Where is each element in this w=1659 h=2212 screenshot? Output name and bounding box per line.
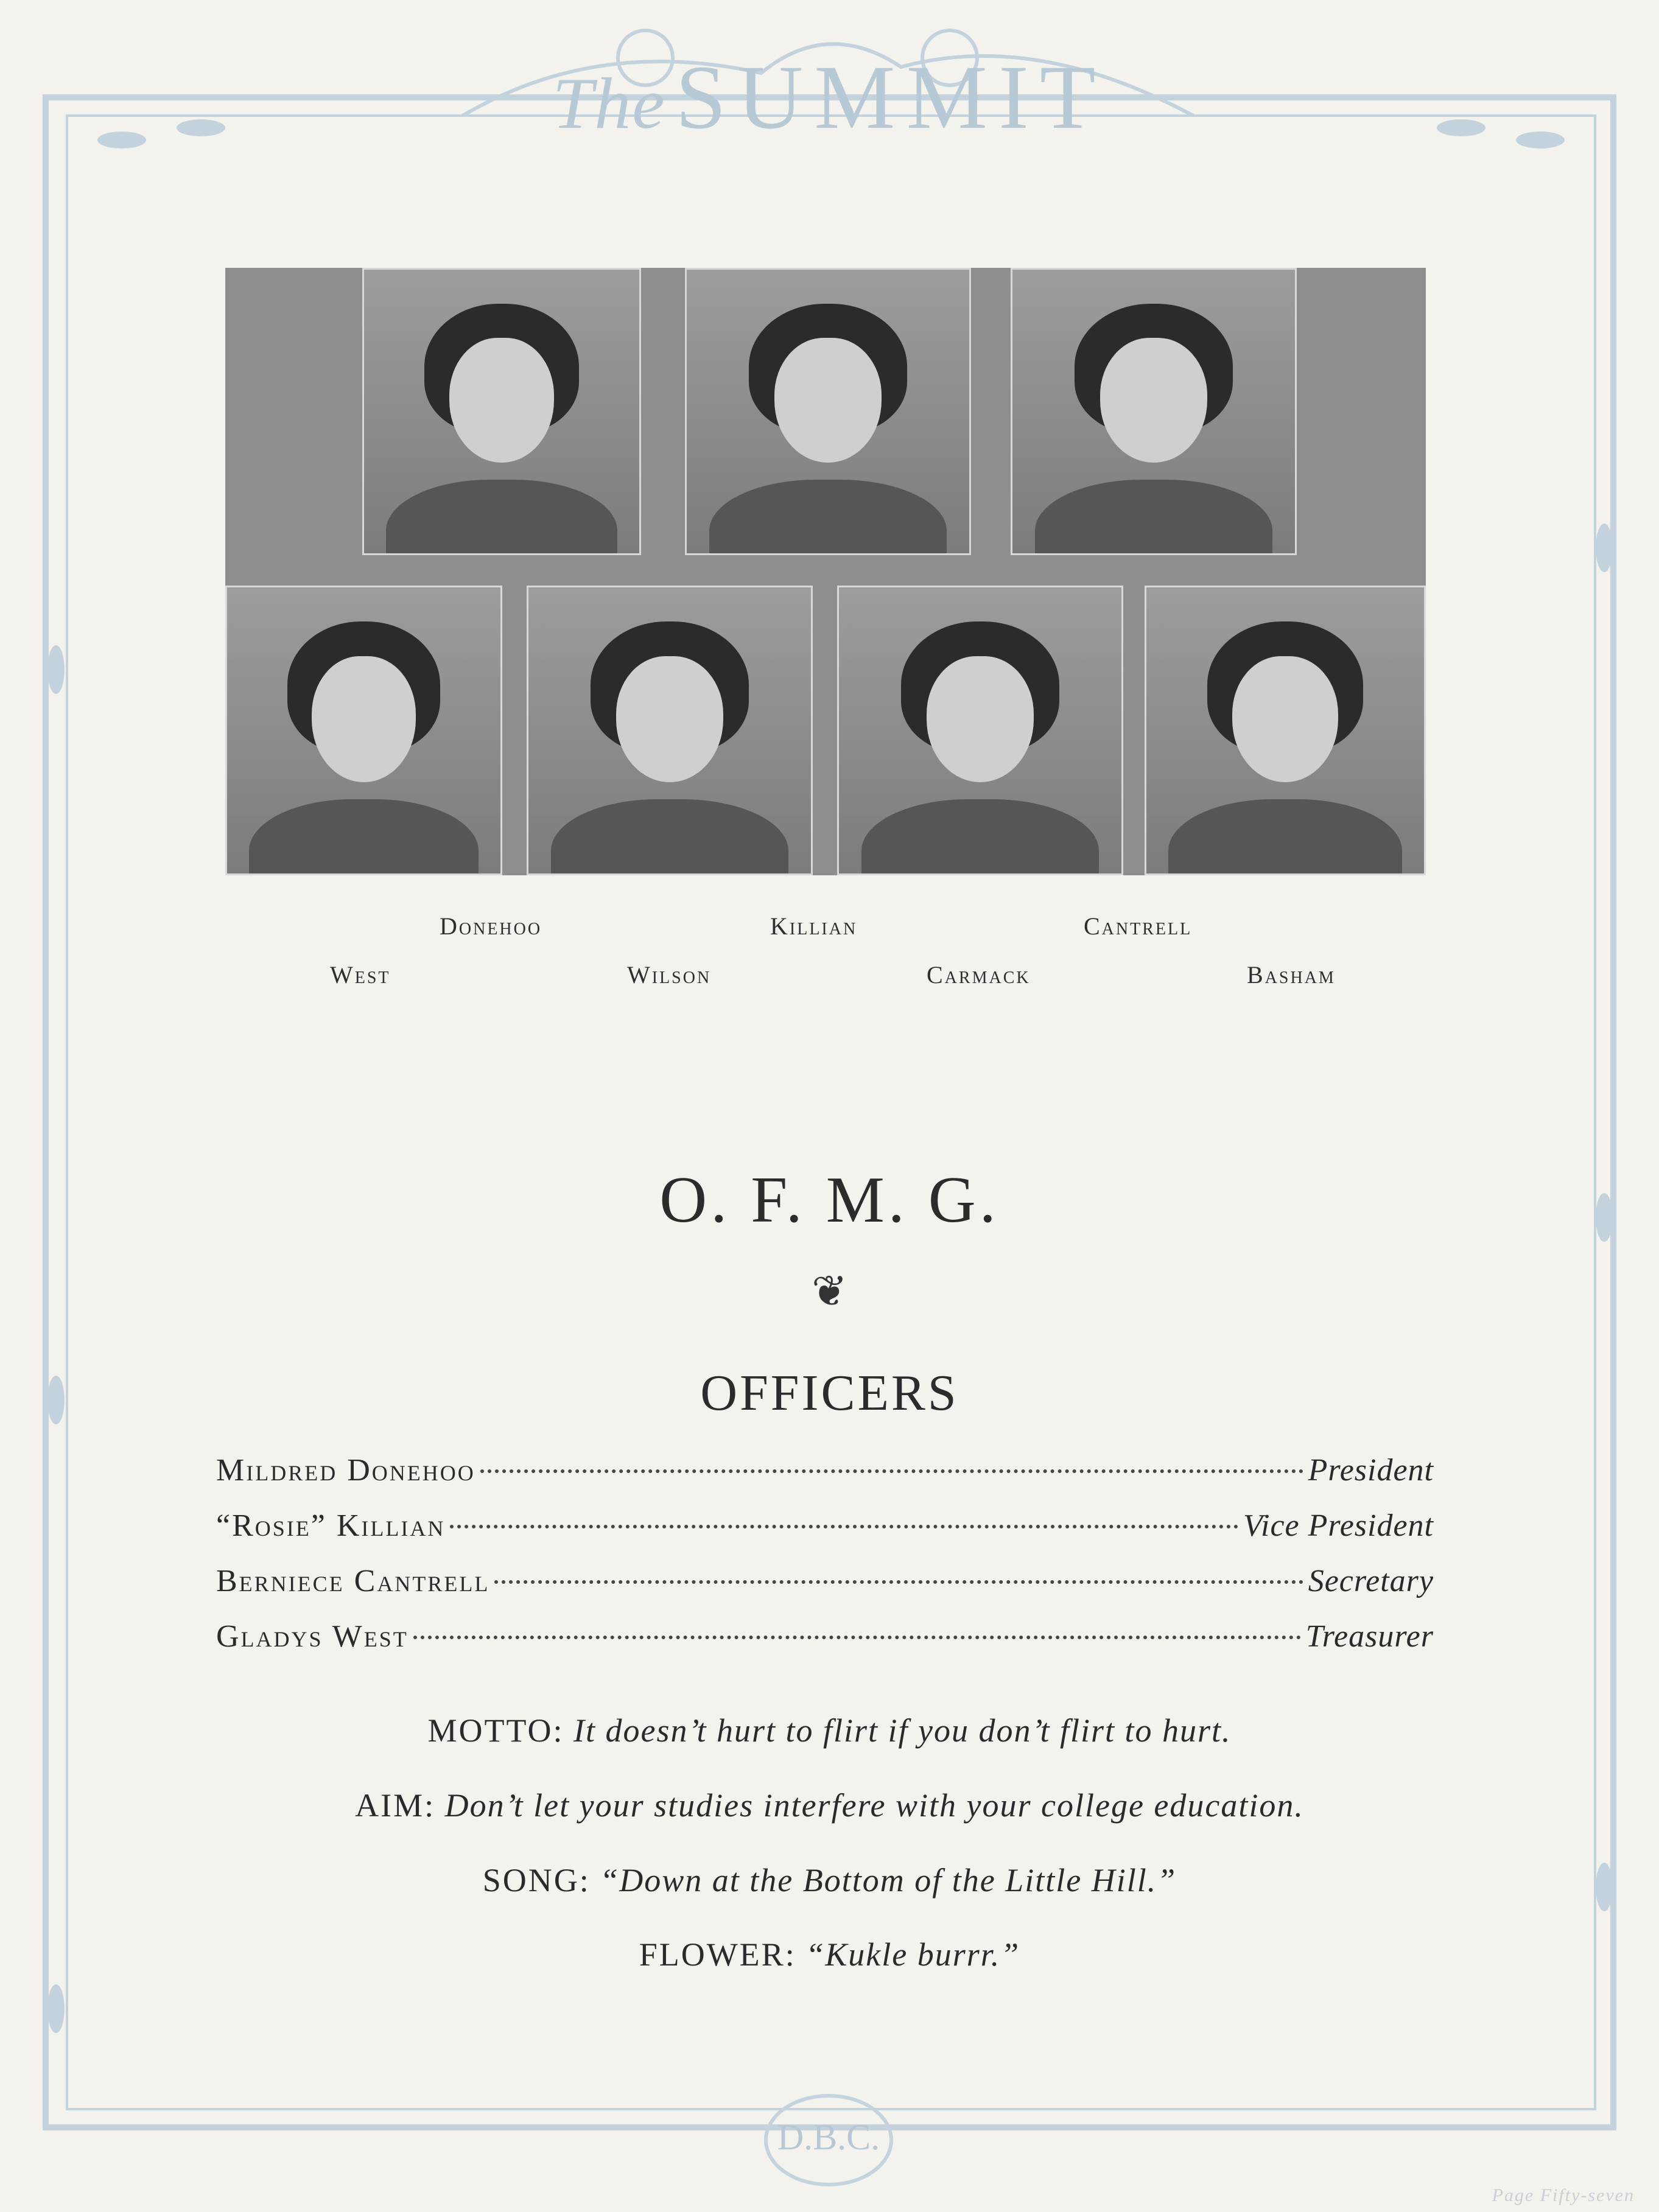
dot-leader [480, 1469, 1303, 1473]
portrait-carmack [837, 586, 1123, 875]
flower-label: FLOWER: [639, 1936, 796, 1973]
officer-office: Treasurer [1305, 1619, 1434, 1654]
song-value: “Down at the Bottom of the Little Hill.” [600, 1862, 1177, 1899]
officer-name: “Rosie” Killian [216, 1508, 446, 1543]
dot-leader [450, 1525, 1238, 1528]
masthead [0, 47, 1659, 148]
caption-cantrell: Cantrell [1084, 912, 1193, 940]
portrait-donehoo [362, 268, 641, 555]
portrait-west [225, 586, 502, 875]
dbc-seal: D.B.C. [764, 2094, 893, 2186]
caption-basham: Basham [1247, 961, 1336, 989]
officers-heading: OFFICERS [700, 1365, 959, 1421]
officer-row [216, 1508, 1434, 1547]
officer-row [216, 1452, 1434, 1491]
caption-carmack: Carmack [927, 961, 1031, 989]
motto-value: It doesn’t hurt to flirt if you don’t flirt to hurt. [573, 1712, 1232, 1749]
club-title: O. F. M. G. [659, 1164, 1000, 1236]
officer-office: Vice President [1243, 1508, 1434, 1543]
officer-row [216, 1563, 1434, 1602]
flower-line [0, 1936, 1659, 1973]
dot-leader [413, 1636, 1301, 1639]
aim-label: AIM: [355, 1787, 436, 1824]
officer-office: President [1308, 1453, 1434, 1488]
officer-name: Berniece Cantrell [216, 1564, 490, 1598]
flourish-icon: ❦ [812, 1269, 847, 1315]
caption-west: West [330, 961, 391, 989]
caption-donehoo: Donehoo [440, 912, 542, 940]
caption-wilson: Wilson [627, 961, 712, 989]
caption-killian: Killian [770, 912, 858, 940]
motto-label: MOTTO: [427, 1712, 564, 1749]
dot-leader [494, 1580, 1303, 1584]
flower-value: “Kukle burrr.” [805, 1936, 1020, 1973]
masthead-title: SUMMIT [675, 47, 1107, 148]
motto-line [0, 1712, 1659, 1749]
aim-value: Don’t let your studies interfere with your college education. [444, 1787, 1304, 1824]
masthead-the: The [552, 63, 666, 144]
portrait-wilson [527, 586, 813, 875]
officer-name: Gladys West [216, 1619, 409, 1654]
aim-line [0, 1787, 1659, 1824]
song-line [0, 1861, 1659, 1899]
portrait-killian [685, 268, 971, 555]
portrait-cantrell [1011, 268, 1297, 555]
portrait-grid [225, 268, 1426, 875]
officer-office: Secretary [1308, 1564, 1434, 1598]
portrait-basham [1145, 586, 1426, 875]
officer-name: Mildred Donehoo [216, 1453, 475, 1488]
page-number: Page Fifty-seven [1492, 2185, 1635, 2205]
song-label: SONG: [482, 1862, 591, 1899]
officer-row [216, 1619, 1434, 1657]
